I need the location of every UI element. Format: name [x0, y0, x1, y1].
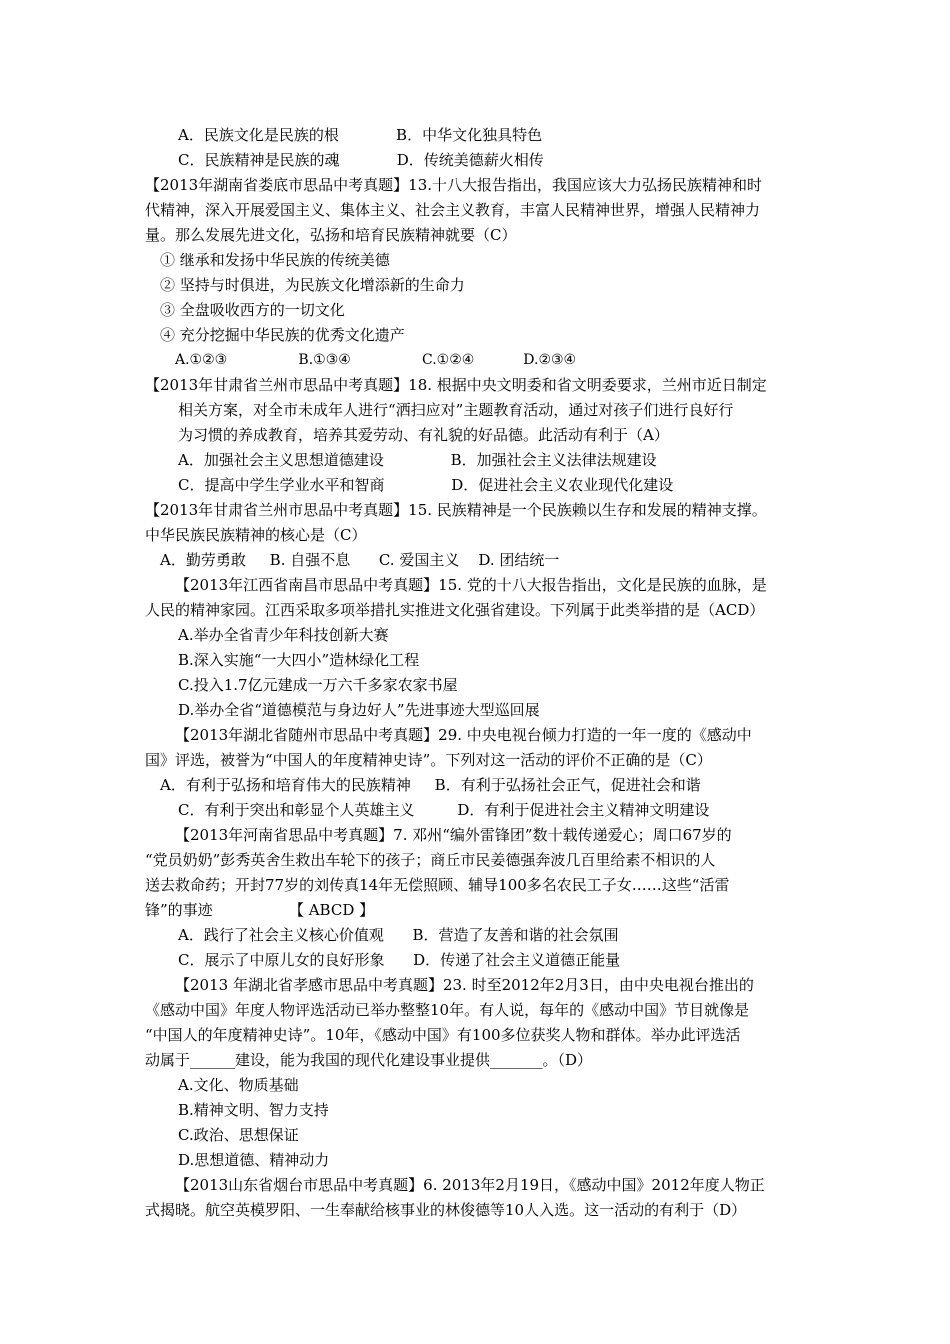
option-line: A．加强社会主义思想道德建设 B．加强社会主义法律法规建设 [178, 451, 657, 469]
option-line: C．有利于突出和彰显个人英雄主义 D．有利于促进社会主义精神文明建设 [178, 801, 710, 819]
statement-line: ④ 充分挖掘中华民族的优秀文化遗产 [160, 326, 405, 344]
option-line: A．民族文化是民族的根 B．中华文化独具特色 [178, 126, 543, 144]
option-line: A.举办全省青少年科技创新大赛 [178, 626, 389, 644]
question-line: 式揭晓。航空英模罗阳、一生奉献给核事业的林俊德等10人入选。这一活动的有利于（D） [145, 1201, 747, 1219]
option-line: D.思想道德、精神动力 [178, 1151, 330, 1169]
question-line: 锋”的事迹 【 ABCD 】 [145, 901, 375, 919]
statement-line: ③ 全盘吸收西方的一切文化 [160, 301, 345, 319]
option-line: A．有利于弘扬和培育伟大的民族精神 B．有利于弘扬社会正气，促进社会和谐 [160, 776, 701, 794]
option-line: B.精神文明、智力支持 [178, 1101, 329, 1119]
question-line: 【2013年江西省南昌市思品中考真题】15. 党的十八大报告指出，文化是民族的血脉，是 [175, 576, 767, 594]
question-line: 【2013年甘肃省兰州市思品中考真题】18. 根据中央文明委和省文明委要求，兰州市近日制定 [145, 376, 767, 394]
statement-line: ① 继承和发扬中华民族的传统美德 [160, 251, 390, 269]
question-line: 人民的精神家园。江西采取多项举措扎实推进文化强省建设。下列属于此类举措的是（ACD） [145, 601, 765, 619]
question-line: “中国人的年度精神史诗”。10年，《感动中国》有100多位获奖人物和群体。举办此评选活 [145, 1026, 741, 1044]
option-line: A．勤劳勇敢 B. 自强不息 C. 爱国主义 D. 团结统一 [160, 551, 560, 569]
option-line: B.深入实施“一大四小”造林绿化工程 [178, 651, 420, 669]
question-line: 相关方案，对全市未成年人进行“洒扫应对”主题教育活动，通过对孩子们进行良好行 [178, 401, 734, 419]
option-line: C．民族精神是民族的魂 D．传统美德薪火相传 [178, 151, 544, 169]
question-line: 【2013山东省烟台市思品中考真题】6. 2013年2月19日，《感动中国》2012年度人物正 [175, 1176, 765, 1194]
question-line: 为习惯的养成教育，培养其爱劳动、有礼貌的好品德。此活动有利于（A） [178, 426, 669, 444]
question-line: 量。那么发展先进文化，弘扬和培育民族精神就要（C） [145, 226, 517, 244]
question-line: 【2013 年湖北省孝感市思品中考真题】23. 时至2012年2月3日，由中央电视台推出的 [175, 976, 754, 994]
question-line: 《感动中国》年度人物评选活动已举办整整10年。有人说，每年的《感动中国》节目就像是 [145, 1001, 750, 1019]
question-line: 【2013年甘肃省兰州市思品中考真题】15. 民族精神是一个民族赖以生存和发展的精神支撑。 [145, 501, 767, 519]
question-line: 动属于______建设，能为我国的现代化建设事业提供_______。（D） [145, 1051, 593, 1069]
question-line: 【2013年湖北省随州市思品中考真题】29. 中央电视台倾力打造的一年一度的《感动中 [175, 726, 752, 744]
option-line: D.举办全省“道德模范与身边好人”先进事迹大型巡回展 [178, 701, 540, 719]
statement-line: ② 坚持与时俱进，为民族文化增添新的生命力 [160, 276, 465, 294]
question-line: 送去救命药；开封77岁的刘传真14年无偿照顾、辅导100多名农民工子女……这些“活雷 [145, 876, 730, 894]
question-line: 代精神，深入开展爱国主义、集体主义、社会主义教育，丰富人民精神世界，增强人民精神力 [145, 201, 761, 219]
option-line: C.投入1.7亿元建成一万六千多家农家书屋 [178, 676, 458, 694]
question-line: “党员奶奶”彭秀英舍生救出车轮下的孩子；商丘市民姜德强奔波几百里给素不相识的人 [145, 851, 716, 869]
question-line: 【2013年湖南省娄底市思品中考真题】13.十八大报告指出，我国应该大力弘扬民族精神和时 [145, 176, 763, 194]
option-line: C.政治、思想保证 [178, 1126, 299, 1144]
option-line: C．提高中学生学业水平和智商 D．促进社会主义农业现代化建设 [178, 476, 674, 494]
option-line: A.文化、物质基础 [178, 1076, 299, 1094]
option-line: A.①②③ B.①③④ C.①②④ D.②③④ [175, 352, 577, 368]
option-line: A．践行了社会主义核心价值观 B．营造了友善和谐的社会氛围 [178, 926, 619, 944]
question-line: 【2013年河南省思品中考真题】7. 邓州“编外雷锋团”数十载传递爱心；周口67岁的 [175, 826, 732, 844]
question-line: 国》评选，被誉为“中国人的年度精神史诗”。下列对这一活动的评价不正确的是（C） [145, 751, 712, 769]
option-line: C．展示了中原儿女的良好形象 D．传递了社会主义道德正能量 [178, 951, 621, 969]
question-line: 中华民族民族精神的核心是（C） [145, 526, 367, 544]
